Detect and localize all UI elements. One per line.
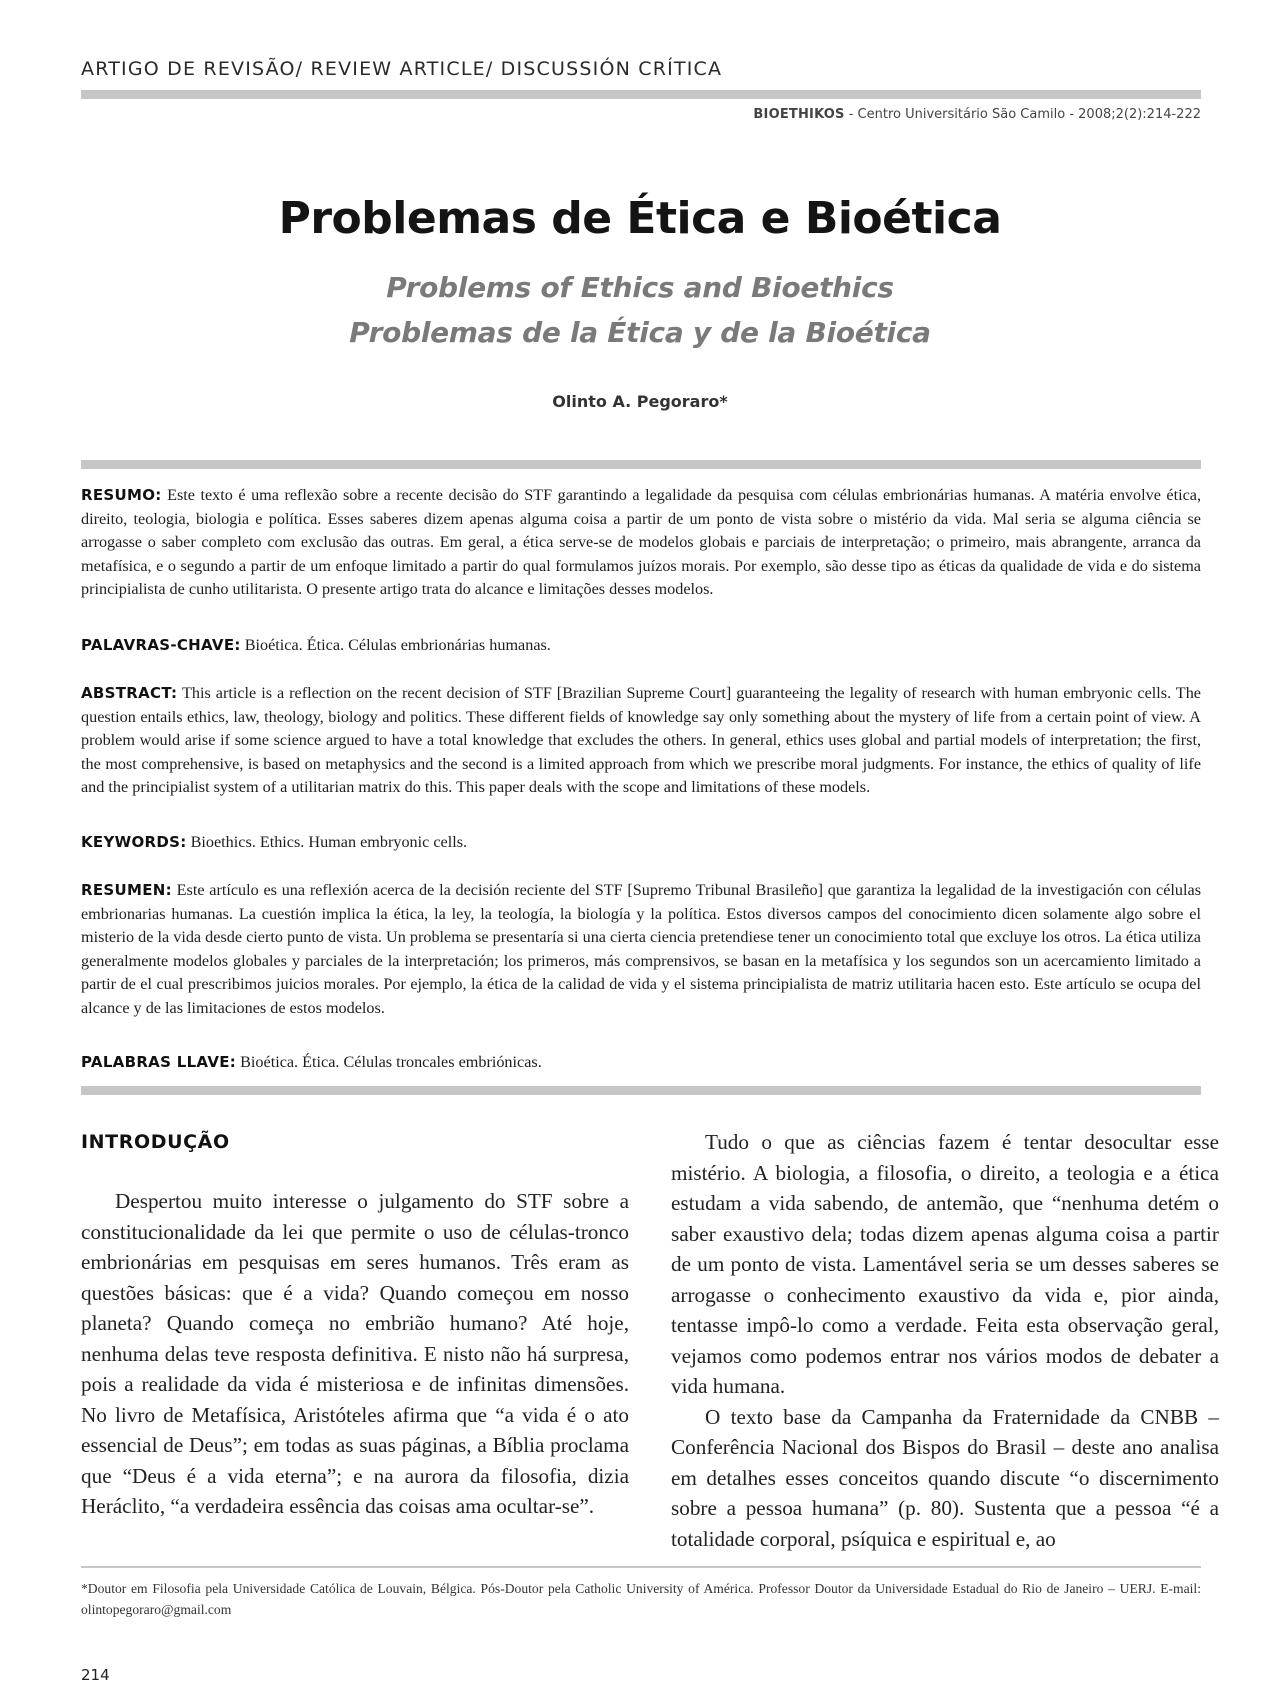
- palavras-chave-label: PALAVRAS-CHAVE:: [81, 636, 241, 654]
- journal-brand: BIOETHIKOS: [753, 107, 845, 122]
- palabras-llave-label: PALABRAS LLAVE:: [81, 1053, 237, 1071]
- palavras-chave-text: Bioética. Ética. Células embrionárias humanas.: [244, 636, 551, 654]
- resumen-text: Este artículo es una reflexión acerca de la decisión reciente del STF [Supremo Tribunal Brasileño] que garantiza la legalidad de la investigación con células embrionarias humanas. La cuestión implica la ética, la ley, la teología, la biología y la política. Estos diversos campos del conocimiento dicen solamente algo sobre el misterio de la vida desde cierto punto de vista. Un problema se presentaría si una cierta ciencia pretendiese tener un conocimiento total que excluye los otros. La ética utiliza generalmente modelos globales y parciales de la interpretación; los primeros, más comprensivos, se basan en la metafísica y los segundos son un acercamiento limitado a partir de el cual prescribimos juicios morales. Por ejemplo, la ética de la calidad de vida y el sistema principialista de matriz utilitaria hacen esto. Este artículo se ocupa del alcance y de las limitaciones de estos modelos.: [81, 881, 1201, 1017]
- abstract-top-rule: [81, 460, 1201, 469]
- introduction-heading: INTRODUÇÃO: [81, 1131, 230, 1153]
- keywords-label: KEYWORDS:: [81, 833, 187, 851]
- footnote-rule: [81, 1566, 1201, 1568]
- resumo-text: Este texto é uma reflexão sobre a recente decisão do STF garantindo a legalidade da pesquisa com células embrionárias humanas. A matéria envolve ética, direito, teologia, biologia e política. Esses saberes dizem apenas alguma coisa a partir de um ponto de vista sobre o mistério da vida. Mal seria se alguma ciência se arrogasse o saber completo com exclusão das outras. Em geral, a ética serve-se de modelos globais e parciais de interpretação; o primeiro, mais abrangente, arranca da metafísica, e o segundo a partir de um enfoque limitado a partir do qual formulamos juízos morais. Por exemplo, são desse tipo as éticas da qualidade de vida e do sistema principialista de cunho utilitarista. O presente artigo trata do alcance e limitações desses modelos.: [81, 486, 1202, 598]
- palabras-llave-block: [81, 1051, 1201, 1074]
- resumo-block: [81, 484, 1201, 602]
- journal-citation: - Centro Universitário São Camilo - 2008;2(2):214-222: [848, 107, 1201, 122]
- resumen-block: [81, 879, 1201, 1020]
- author-footnote: *Doutor em Filosofia pela Universidade Católica de Louvain, Bélgica. Pós-Doutor pela Catholic University of América. Professor Doutor da Universidade Estadual do Rio de Janeiro – UERJ. E-mail: olintopegoraro@gmail.com: [81, 1581, 1201, 1617]
- section-label: ARTIGO DE REVISÃO/ REVIEW ARTICLE/ DISCUSSIÓN CRÍTICA: [81, 58, 723, 80]
- body-paragraph: O texto base da Campanha da Fraternidade da CNBB – Conferência Nacional dos Bispos do Brasil – deste ano analisa em detalhes esses conceitos quando discute “o discernimento sobre a pessoa humana” (p. 80). Sustenta que a pessoa “é a totalidade corporal, psíquica e espiritual e, ao: [671, 1404, 1219, 1551]
- resumo-label: RESUMO:: [81, 486, 162, 504]
- resumen-label: RESUMEN:: [81, 881, 172, 899]
- page-number: 214: [81, 1666, 110, 1684]
- left-column: [81, 1186, 629, 1522]
- abstract-label: ABSTRACT:: [81, 684, 178, 702]
- abstract-text: This article is a reflection on the recent decision of STF [Brazilian Supreme Court] guaranteeing the legality of research with human embryonic cells. The question entails ethics, law, theology, biology and politics. These different fields of knowledge say only something about the mystery of life from a certain point of view. A problem would arise if some science argued to have a total knowledge that excludes the others. In general, ethics uses global and partial models of interpretation; the first, the most comprehensive, is based on metaphysics and the second is a limited approach from which we prescribe moral judgments. For instance, the ethics of quality of life and the principialist system of a utilitarian matrix do this. This paper deals with the scope and limitations of these models.: [81, 684, 1201, 796]
- palabras-llave-text: Bioética. Ética. Células troncales embriónicas.: [240, 1053, 542, 1071]
- body-paragraph: Despertou muito interesse o julgamento do STF sobre a constitucionalidade da lei que permite o uso de células-tronco embrionárias em pesquisas em seres humanos. Três eram as questões básicas: que é a vida? Quando começou em nosso planeta? Quando começa no embrião humano? Até hoje, nenhuma delas teve resposta definitiva. E nisto não há surpresa, pois a realidade da vida é misteriosa e de infinitas dimensões. No livro de Metafísica, Aristóteles afirma que “a vida é o ato essencial de Deus”; em todas as suas páginas, a Bíblia proclama que “Deus é a vida eterna”; e na aurora da filosofia, dizia Heráclito, “a verdadeira essência das coisas ama ocultar-se”.: [81, 1189, 629, 1518]
- keywords-block: [81, 831, 1201, 854]
- article-title: Problemas de Ética e Bioética: [278, 193, 1002, 244]
- keywords-text: Bioethics. Ethics. Human embryonic cells.: [190, 833, 468, 851]
- subtitle-english: Problems of Ethics and Bioethics: [386, 271, 894, 304]
- body-paragraph: Tudo o que as ciências fazem é tentar desocultar esse mistério. A biologia, a filosofia, o direito, a teologia e a ética estudam a vida sabendo, de antemão, que “nenhuma detém o saber exaustivo dela; todas dizem apenas alguma coisa a partir de um ponto de vista. Lamentável seria se um desses saberes se arrogasse o conhecimento exaustivo da vida e, pior ainda, tentasse impô-lo como a verdade. Feita esta observação geral, vejamos como podemos entrar nos vários modos de debater a vida humana.: [671, 1130, 1219, 1398]
- header-rule: [81, 90, 1201, 99]
- abstract-block: [81, 682, 1201, 800]
- journal-citation-line: [753, 107, 1201, 122]
- subtitle-spanish: Problemas de la Ética y de la Bioética: [349, 316, 931, 349]
- right-column: [671, 1127, 1219, 1554]
- author-name: Olinto A. Pegoraro*: [552, 392, 728, 411]
- palavras-chave-block: [81, 634, 1201, 657]
- abstract-bottom-rule: [81, 1086, 1201, 1095]
